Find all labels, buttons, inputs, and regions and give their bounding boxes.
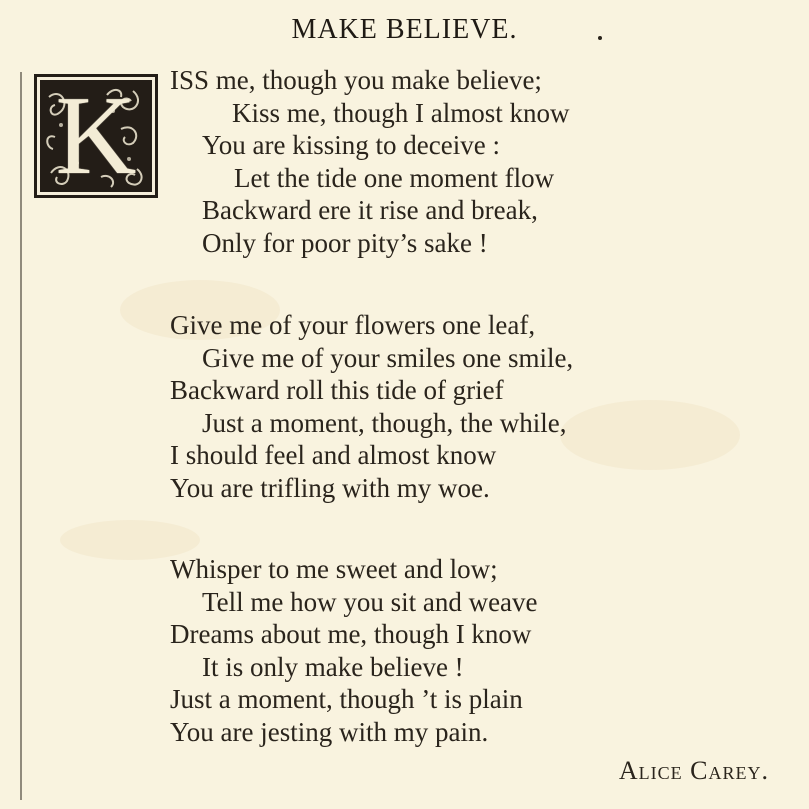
ornamental-dropcap	[34, 74, 158, 198]
stanza-1-line-3: You are kissing to deceive :	[202, 130, 500, 161]
stanza-2-line-5: I should feel and almost know	[170, 440, 497, 471]
stanza-3-line-1: Whisper to me sweet and low;	[170, 554, 498, 584]
poem-title: MAKE BELIEVE.	[291, 14, 518, 45]
stanza-1-line-4: Let the tide one moment flow	[234, 162, 555, 193]
stanza-3-line-5: Just a moment, though ’t is plain	[170, 684, 523, 715]
stanza-1-line-6: Only for poor pity’s sake !	[202, 227, 488, 258]
stanza-1-line-1: ISS me, though you make believe;	[170, 65, 542, 95]
paper-stain	[560, 400, 740, 470]
stanza-2-line-4: Just a moment, though, the while,	[202, 407, 567, 438]
stanza-3-line-4: It is only make believe !	[202, 651, 464, 682]
stanza-2	[170, 309, 573, 505]
stanza-3-line-6: You are jesting with my pain.	[170, 716, 489, 747]
stanza-1	[170, 64, 570, 260]
stanza-3	[170, 553, 538, 749]
stanza-2-line-1: Give me of your flowers one leaf,	[170, 310, 536, 340]
stanza-1-line-5: Backward ere it rise and break,	[202, 195, 538, 226]
stanza-3-line-3: Dreams about me, though I know	[170, 619, 532, 650]
stanza-2-line-6: You are trifling with my woe.	[170, 472, 490, 503]
stanza-3-line-2: Tell me how you sit and weave	[202, 586, 538, 617]
title-ornament-dot	[598, 36, 602, 40]
dropcap-letter: K	[55, 74, 137, 198]
stanza-1-line-2: Kiss me, though I almost know	[232, 97, 570, 128]
stanza-2-line-2: Give me of your smiles one smile,	[202, 342, 574, 373]
page-edge-rule	[20, 72, 22, 800]
stanza-2-line-3: Backward roll this tide of grief	[170, 375, 504, 406]
author-signature: Alice Carey.	[618, 756, 769, 785]
